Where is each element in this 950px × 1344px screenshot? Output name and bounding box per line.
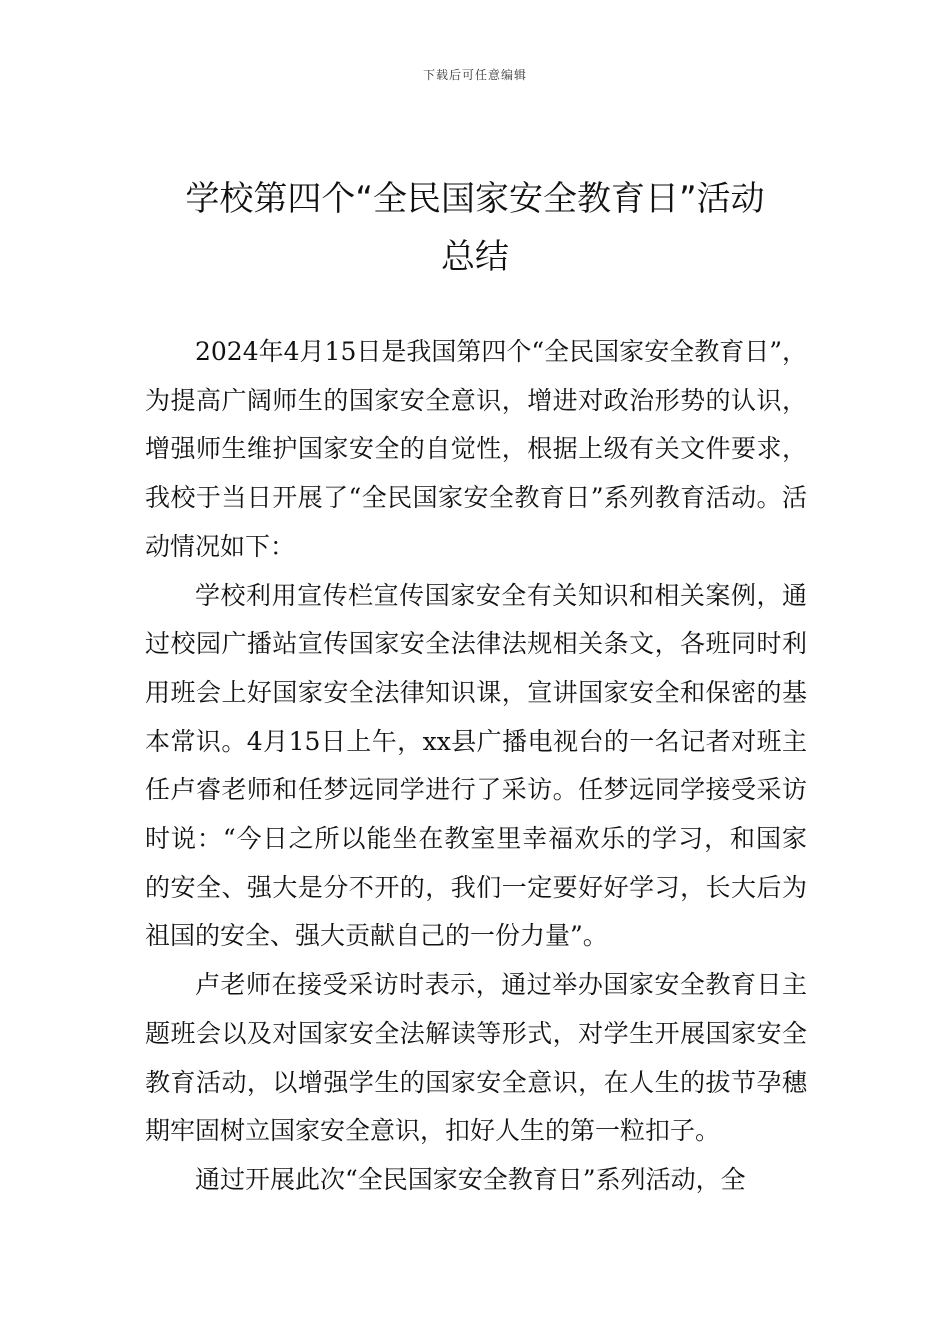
header-note: 下载后可任意编辑 [422,68,527,82]
document-body [145,328,807,1205]
document-title [145,170,805,286]
paragraph: 卢老师在接受采访时表示，通过举办国家安全教育日主题班会以及对国家安全法解读等形式，对学生开展国家安全教育活动，以增强学生的国家安全意识，在人生的拔节孕穗期牢固树立国家安全意识，扣好人生的第一粒扣子。 [145,970,807,1146]
paragraph: 2024年4月15日是我国第四个“全民国家安全教育日”，为提高广阔师生的国家安全意识，增进对政治形势的认识，增强师生维护国家安全的自觉性，根据上级有关文件要求，我校于当日开展了“全民国家安全教育日”系列教育活动。活动情况如下： [145,337,807,561]
title-line-2: 总结 [441,237,509,277]
paragraph: 学校利用宣传栏宣传国家安全有关知识和相关案例，通过校园广播站宣传国家安全法律法规相关条文，各班同时利用班会上好国家安全法律知识课，宣讲国家安全和保密的基本常识。4月15日上午，xx县广播电视台的一名记者对班主任卢睿老师和任梦远同学进行了采访。任梦远同学接受采访时说：“今日之所以能坐在教室里幸福欢乐的学习，和国家的安全、强大是分不开的，我们一定要好好学习，长大后为祖国的安全、强大贡献自己的一份力量”。 [145,580,807,951]
title-line-1: 学校第四个“全民国家安全教育日”活动 [185,179,765,219]
paragraph: 通过开展此次“全民国家安全教育日”系列活动，全 [195,1164,746,1194]
